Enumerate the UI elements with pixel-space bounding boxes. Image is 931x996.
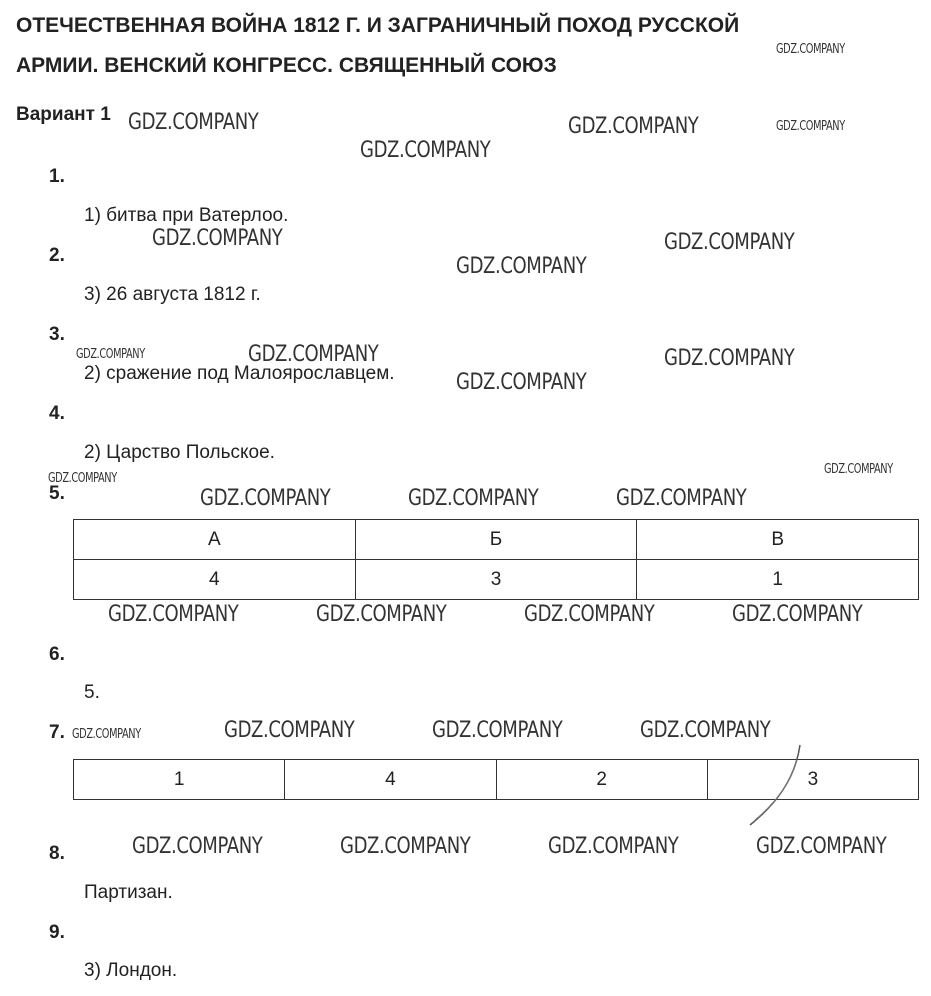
table-header-cell: В [637, 520, 919, 560]
question-4-answer: 2) Царство Польское. [84, 442, 275, 463]
watermark: GDZ.COMPANY [108, 602, 239, 627]
question-6-number: 6. [49, 644, 65, 665]
question-7-number: 7. [49, 722, 65, 743]
table-cell: 2 [496, 760, 707, 800]
question-9-number: 9. [49, 922, 65, 943]
question-5-number: 5. [49, 483, 65, 504]
table-cell: 4 [285, 760, 496, 800]
question-8-number: 8. [49, 843, 65, 864]
watermark: GDZ.COMPANY [48, 471, 117, 486]
table-cell: 3 [355, 560, 637, 600]
watermark: GDZ.COMPANY [664, 346, 795, 371]
watermark: GDZ.COMPANY [152, 226, 283, 251]
watermark: GDZ.COMPANY [72, 727, 141, 742]
watermark: GDZ.COMPANY [640, 718, 771, 743]
watermark: GDZ.COMPANY [132, 834, 263, 859]
watermark: GDZ.COMPANY [76, 347, 145, 362]
watermark: GDZ.COMPANY [360, 138, 491, 163]
title-line-1: ОТЕЧЕСТВЕННАЯ ВОЙНА 1812 Г. И ЗАГРАНИЧНЫЙ ПОХОД РУССКОЙ [16, 14, 740, 37]
watermark: GDZ.COMPANY [248, 342, 379, 367]
question-1-answer: 1) битва при Ватерлоо. [84, 205, 289, 226]
watermark: GDZ.COMPANY [664, 230, 795, 255]
watermark: GDZ.COMPANY [776, 119, 845, 134]
question-8-answer: Партизан. [84, 882, 173, 903]
question-1-number: 1. [49, 166, 65, 187]
watermark: GDZ.COMPANY [568, 114, 699, 139]
question-2-number: 2. [49, 245, 65, 266]
watermark: GDZ.COMPANY [128, 110, 259, 135]
table-cell: 1 [74, 760, 285, 800]
table-header-cell: А [74, 520, 356, 560]
question-6-answer: 5. [84, 682, 100, 703]
watermark: GDZ.COMPANY [548, 834, 679, 859]
title-line-2: АРМИИ. ВЕНСКИЙ КОНГРЕСС. СВЯЩЕННЫЙ СОЮЗ [16, 54, 557, 77]
question-3-number: 3. [49, 324, 65, 345]
watermark: GDZ.COMPANY [824, 462, 893, 477]
question-2-answer: 3) 26 августа 1812 г. [84, 284, 261, 305]
question-4-number: 4. [49, 403, 65, 424]
watermark: GDZ.COMPANY [432, 718, 563, 743]
watermark: GDZ.COMPANY [408, 486, 539, 511]
watermark: GDZ.COMPANY [776, 42, 845, 57]
table-cell: 3 [707, 760, 918, 800]
watermark: GDZ.COMPANY [456, 254, 587, 279]
question-9-answer: 3) Лондон. [84, 960, 178, 981]
watermark: GDZ.COMPANY [456, 370, 587, 395]
table-cell: 1 [637, 560, 919, 600]
watermark: GDZ.COMPANY [756, 834, 887, 859]
watermark: GDZ.COMPANY [316, 602, 447, 627]
table-row [74, 560, 919, 600]
table-cell: 4 [74, 560, 356, 600]
variant-heading: Вариант 1 [16, 104, 111, 125]
watermark: GDZ.COMPANY [340, 834, 471, 859]
watermark: GDZ.COMPANY [616, 486, 747, 511]
watermark: GDZ.COMPANY [224, 718, 355, 743]
table-header-row [74, 520, 919, 560]
scratch-mark [735, 740, 825, 830]
answer-table-5 [73, 519, 919, 600]
watermark: GDZ.COMPANY [524, 602, 655, 627]
question-3-answer: 2) сражение под Малоярославцем. [84, 363, 395, 384]
table-header-cell: Б [355, 520, 637, 560]
watermark: GDZ.COMPANY [732, 602, 863, 627]
page-title [16, 6, 896, 86]
watermark: GDZ.COMPANY [200, 486, 331, 511]
